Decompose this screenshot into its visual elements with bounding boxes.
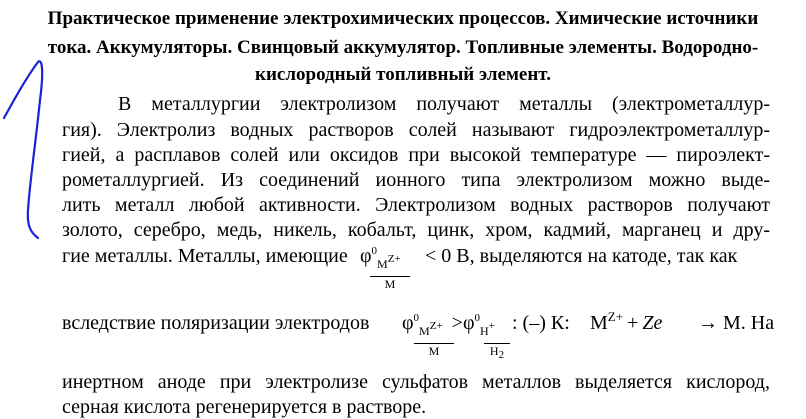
hydrogen-ion-symbol: [479, 320, 495, 338]
paragraph-line-1: В металлургии электролизом получают металлы (электрометаллур-: [118, 93, 770, 115]
paragraph-line-9: инертном аноде при электролизе сульфатов металлов выделяется кислород,: [62, 371, 770, 393]
title-line-3: кислородный топливный элемент.: [255, 64, 551, 85]
reaction-electrons: Ze: [642, 312, 663, 334]
paragraph-line-6: золото, серебро, медь, никель, кобальт, цинк, хром, кадмий, марганец и дру-: [62, 219, 770, 241]
metal-ion-letter-2: M: [419, 324, 430, 338]
hydrogen-molecule-letter: H: [489, 344, 499, 358]
paragraph-line-4: рометаллургией. Из соединений ионного типа электролизом можно выде-: [62, 169, 770, 191]
paragraph-line-2: гия). Электролиз водных растворов солей называют гидроэлектрометаллур-: [62, 119, 770, 141]
paragraph-line-5: лить металл любой активности. Электролизом водных растворов получают: [62, 194, 770, 216]
paragraph-line-8-start: вследствие поляризации электродов: [62, 312, 370, 334]
potential-formula-2: [402, 311, 495, 338]
title-line-1: Практическое применение электрохимических процессов. Химические источники: [47, 8, 759, 29]
paragraph-line-8-cathode: : (–) К:: [512, 312, 570, 334]
phi-symbol-3: φ: [462, 312, 475, 334]
metal-ion-symbol: [377, 253, 401, 271]
potential-formula-1: [360, 244, 401, 271]
metal-ion-symbol-2: [419, 320, 443, 338]
formula-2-denominator-hydrogen: [484, 343, 510, 359]
standard-zero-2: 0: [413, 312, 420, 324]
title-line-2: тока. Аккумуляторы. Свинцовый аккумулятор. Топливные элементы. Водородно-: [47, 37, 759, 58]
paragraph-line-7-end: < 0 В, выделяются на катоде, так как: [425, 245, 738, 267]
hydrogen-molecule-subscript: 2: [498, 349, 505, 361]
formula-2-denominator-metal: M: [414, 343, 454, 358]
metal-ion-charge: Z+: [387, 253, 401, 265]
standard-zero-3: 0: [474, 312, 480, 324]
paragraph-line-7-start: гие металлы. Металлы, имеющие: [62, 245, 348, 267]
phi-symbol-2: φ: [402, 312, 414, 334]
formula-1-denominator: M: [370, 276, 410, 291]
standard-zero: 0: [371, 245, 378, 257]
hydrogen-ion-letter: H: [479, 324, 489, 338]
paragraph-line-10: серная кислота регенерируется в растворе.: [62, 396, 427, 418]
paragraph-line-3: гией, а расплавов солей или оксидов при высокой температуре — пироэлект-: [62, 144, 770, 166]
paragraph-line-8-end: → М. На: [698, 312, 775, 334]
reaction-plus: +: [627, 312, 639, 334]
cathode-reaction: [590, 311, 662, 337]
phi-symbol: φ: [360, 245, 372, 267]
greater-than: >: [451, 312, 463, 334]
reaction-metal-charge: Z+: [607, 309, 624, 324]
reaction-metal-ion: M: [590, 312, 608, 334]
metal-ion-letter: M: [377, 257, 388, 271]
hydrogen-ion-charge: +: [488, 320, 495, 332]
metal-ion-charge-2: Z+: [429, 320, 443, 332]
